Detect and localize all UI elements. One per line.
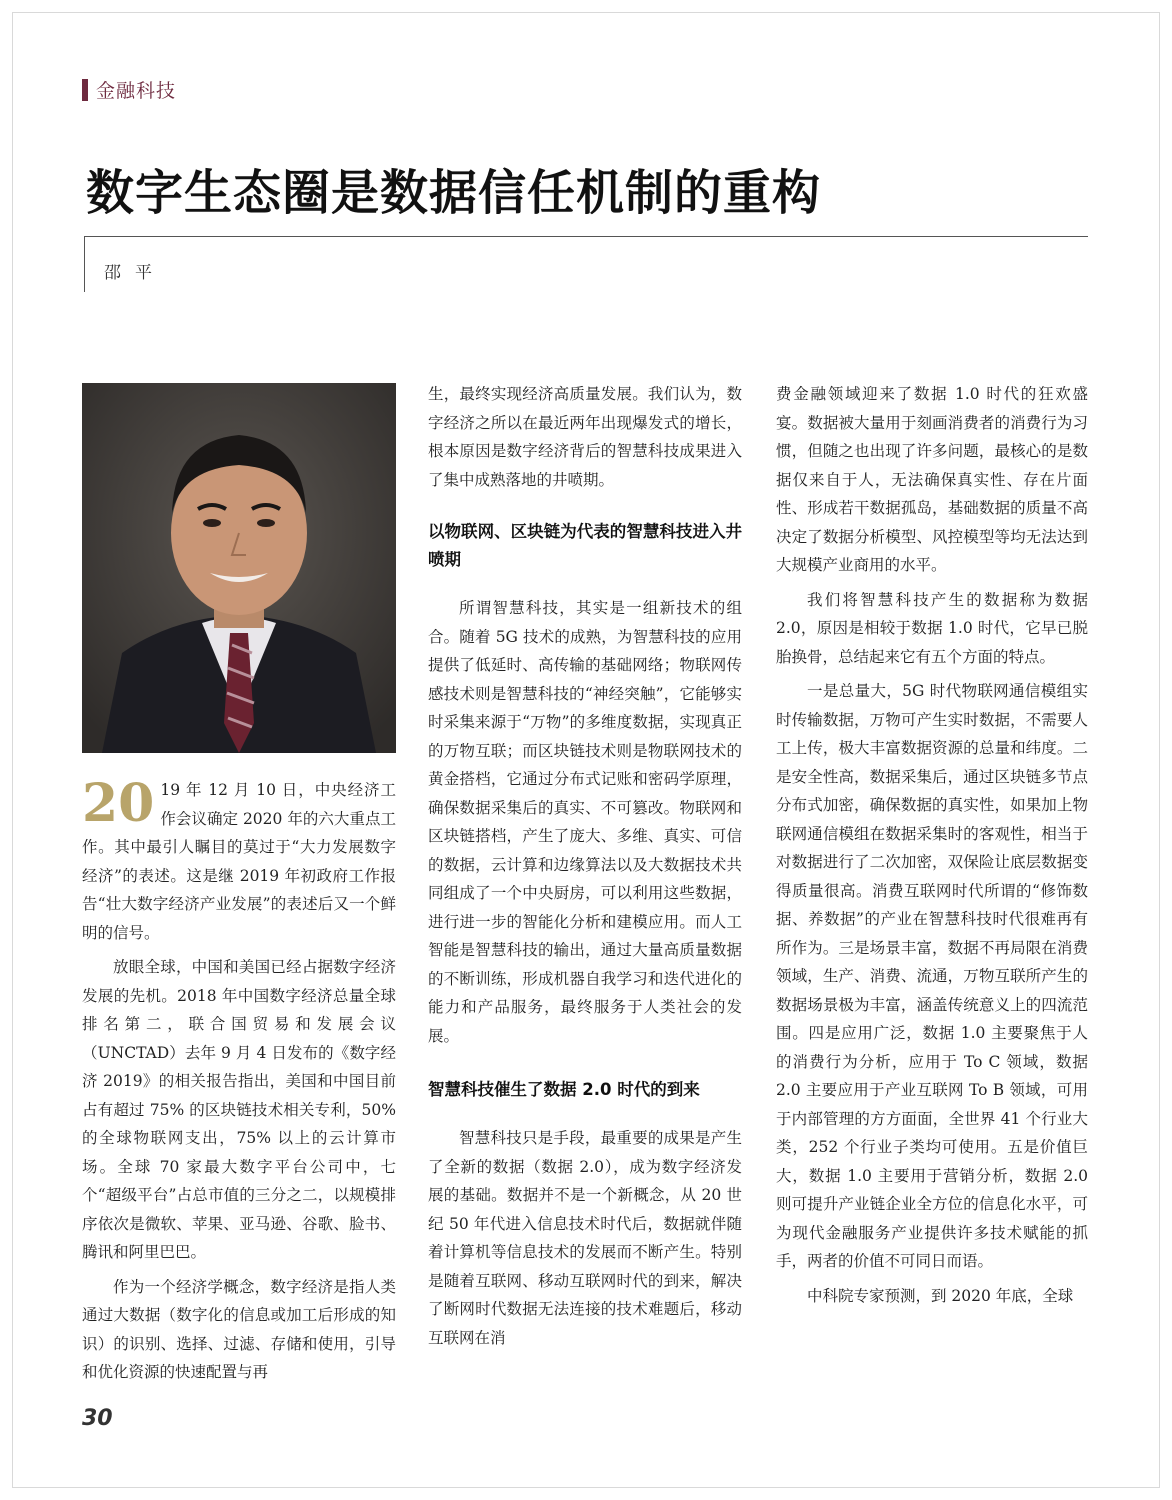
paragraph: 智慧科技只是手段，最重要的成果是产生了全新的数据（数据 2.0），成为数字经济发展的基础。数据并不是一个新概念，从 20 世纪 50 年代进入信息技术时代后，数据就伴随着计算机等信息技术的发展而不断产生。特别是随着互联网、移动互联网时代的到来，解决了断网时代数据无法连接的技术难题后，移动互联网在消 (428, 1129, 742, 1347)
article-column-1 (82, 773, 396, 1393)
paragraph: 作为一个经济学概念，数字经济是指人类通过大数据（数字化的信息或加工后形成的知识）的识别、选择、过滤、存储和使用，引导和优化资源的快速配置与再 (82, 1277, 396, 1381)
section-tag (82, 76, 176, 103)
paragraph: 中科院专家预测，到 2020 年底，全球 (807, 1286, 1074, 1305)
lead-text: 19 年 12 月 10 日，中央经济工作会议确定 2020 年的六大重点工作。其中最引人瞩目的莫过于“大力发展数字经济”的表述。这是继 2019 年初政府工作报告“壮大数字经济产业发展”的表述后又一个鲜明的信号。 (82, 781, 396, 942)
author-portrait (82, 383, 396, 753)
article-column-3 (776, 380, 1088, 1316)
paragraph: 一是总量大，5G 时代物联网通信模组实时传输数据，万物可产生实时数据，不需要人工上传，极大丰富数据资源的总量和纬度。二是安全性高，数据采集后，通过区块链多节点分布式加密，确保数据的真实性，如果加上物联网通信模组在数据采集时的客观性，相当于对数据进行了二次加密，双保险让底层数据变得质量很高。消费互联网时代所谓的“修饰数据、养数据”的产业在智慧科技时代很难再有所作为。三是场景丰富，数据不再局限在消费领域，生产、消费、流通，万物互联所产生的数据场景极为丰富，涵盖传统意义上的四流范围。四是应用广泛，数据 1.0 主要聚焦于人的消费行为分析，应用于 To C 领域，数据 2.0 主要应用于产业互联网 To B 领域，可用于内部管理的方方面面，全世界 41 个行业大类，252 个行业子类均可使用。五是价值巨大，数据 1.0 主要用于营销分析，数据 2.0 则可提升产业链企业全方位的信息化水平，可为现代金融服务产业提供许多技术赋能的抓手，两者的价值不可同日而语。 (776, 682, 1088, 1270)
page-number: 30 (82, 1406, 113, 1431)
section-label: 金融科技 (96, 80, 177, 102)
author-name: 邵平 (104, 263, 166, 283)
article-title: 数字生态圈是数据信任机制的重构 (86, 165, 822, 221)
paragraph: 放眼全球，中国和美国已经占据数字经济发展的先机。2018 年中国数字经济总量全球排名第二，联合国贸易和发展会议（UNCTAD）去年 9 月 4 日发布的《数字经济 2019》的相关报告指出，美国和中国目前占有超过 75% 的区块链技术相关专利，50% 的全球物联网支出，75% 以上的云计算市场。全球 70 家最大数字平台公司中，七个“超级平台”占总市值的三分之二，以规模排序依次是微软、苹果、亚马逊、谷歌、脸书、腾讯和阿里巴巴。 (82, 958, 396, 1261)
paragraph: 我们将智慧科技产生的数据称为数据 2.0，原因是相较于数据 1.0 时代，它早已脱胎换骨，总结起来它有五个方面的特点。 (776, 590, 1088, 666)
paragraph: 费金融领域迎来了数据 1.0 时代的狂欢盛宴。数据被大量用于刻画消费者的消费行为习惯，但随之也出现了许多问题，最核心的是数据仅来自于人，无法确保真实性、存在片面性、形成若干数据孤岛，基础数据的质量不高决定了数据分析模型、风控模型等均无法达到大规模产业商用的水平。 (776, 385, 1088, 574)
section-marker-bar (82, 79, 88, 101)
subheading: 以物联网、区块链为代表的智慧科技进入井喷期 (428, 522, 742, 569)
portrait-illustration (82, 383, 396, 753)
subheading: 智慧科技催生了数据 2.0 时代的到来 (428, 1080, 700, 1099)
lead-paragraph (82, 773, 396, 947)
byline-divider (84, 236, 85, 292)
paragraph: 所谓智慧科技，其实是一组新技术的组合。随着 5G 技术的成熟，为智慧科技的应用提供了低延时、高传输的基础网络；物联网传感技术则是智慧科技的“神经突触”，它能够实时采集来源于“万物”的多维度数据，实现真正的万物互联；而区块链技术则是物联网技术的黄金搭档，它通过分布式记账和密码学原理，确保数据采集后的真实、不可篡改。物联网和区块链搭档，产生了庞大、多维、真实、可信的数据，云计算和边缘算法以及大数据技术共同组成了一个中央厨房，可以利用这些数据，进行进一步的智能化分析和建模应用。而人工智能是智慧科技的输出，通过大量高质量数据的不断训练，形成机器自我学习和迭代进化的能力和产品服务，最终服务于人类社会的发展。 (428, 599, 742, 1045)
drop-cap: 20 (82, 773, 155, 834)
article-column-2 (428, 380, 742, 1358)
title-divider (84, 236, 1088, 237)
paragraph: 生，最终实现经济高质量发展。我们认为，数字经济之所以在最近两年出现爆发式的增长，根本原因是数字经济背后的智慧科技成果进入了集中成熟落地的井喷期。 (428, 385, 742, 489)
